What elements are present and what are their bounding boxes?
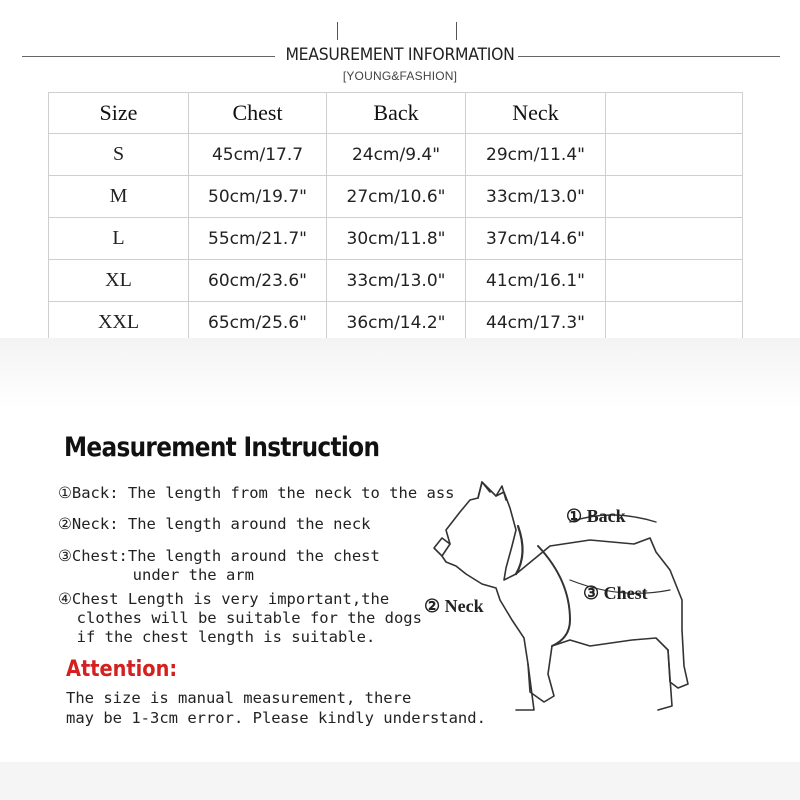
bottom-band [0,762,800,800]
table-cell: 33cm/13.0" [327,260,466,302]
table-cell: 24cm/9.4" [327,134,466,176]
diagram-label-back: ① Back [566,506,626,526]
attention-line-2: may be 1-3cm error. Please kindly understand. [66,709,486,727]
table-cell: M [49,176,189,218]
header-tick-right [456,22,457,40]
table-cell: XXL [49,302,189,344]
table-cell: 44cm/17.3" [466,302,606,344]
table-cell: L [49,218,189,260]
page-title: MEASUREMENT INFORMATION [285,45,515,65]
diagram-label-chest: ③ Chest [583,583,648,603]
attention-label: Attention: [66,657,178,682]
table-cell: 50cm/19.7" [189,176,327,218]
page-subtitle: [YOUNG&FASHION] [342,69,458,83]
table-cell: S [49,134,189,176]
front-leg [516,664,534,710]
hind-leg [658,650,672,710]
empty-cell [606,218,743,260]
table-cell: 55cm/21.7" [189,218,327,260]
empty-column-header [606,93,743,134]
table-row [49,260,743,302]
table-cell: 41cm/16.1" [466,260,606,302]
table-cell: 30cm/11.8" [327,218,466,260]
empty-cell [606,260,743,302]
empty-cell [606,176,743,218]
table-cell: 37cm/14.6" [466,218,606,260]
table-cell: 60cm/23.6" [189,260,327,302]
table-cell: 29cm/11.4" [466,134,606,176]
column-header: Size [49,93,189,134]
table-cell: 33cm/13.0" [466,176,606,218]
table-cell: 36cm/14.2" [327,302,466,344]
table-cell: 27cm/10.6" [327,176,466,218]
attention-line-1: The size is manual measurement, there [66,689,412,707]
empty-cell [606,134,743,176]
dog-ear [478,482,490,498]
instruction-chest: ③Chest:The length around the chest under the arm [58,547,380,584]
instruction-neck: ②Neck: The length around the neck [58,515,371,533]
table-row [49,176,743,218]
instruction-back: ①Back: The length from the neck to the ass [58,484,455,502]
table-row [49,218,743,260]
instruction-chest-length: ④Chest Length is very important,the clothes will be suitable for the dogs if the chest length is suitable. [58,590,422,646]
divider-band [0,338,800,408]
column-header: Chest [189,93,327,134]
instruction-title: Measurement Instruction [64,432,380,463]
table-cell: 45cm/17.7 [189,134,327,176]
table-row [49,134,743,176]
size-table [48,92,743,344]
chest-strap [538,546,570,646]
table-header-row [49,93,743,134]
table-cell: 65cm/25.6" [189,302,327,344]
header-tick-left [337,22,338,40]
column-header: Back [327,93,466,134]
table-cell: XL [49,260,189,302]
neck-strap [516,526,523,574]
diagram-label-neck: ② Neck [424,596,484,616]
column-header: Neck [466,93,606,134]
